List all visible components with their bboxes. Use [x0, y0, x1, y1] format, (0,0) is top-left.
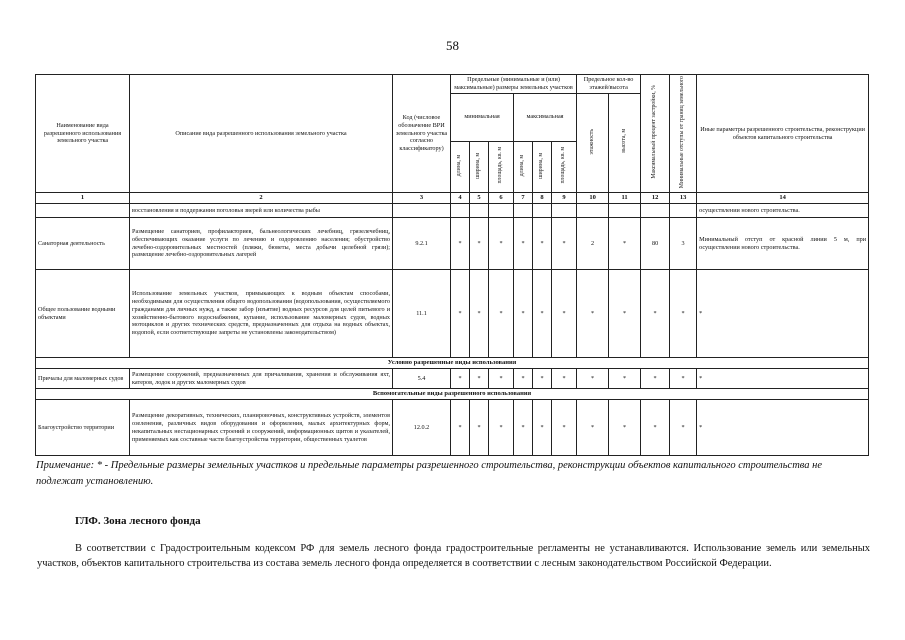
col-num: 1 [36, 193, 130, 204]
header-min: минимальная [451, 93, 514, 142]
row-value: 3 [670, 218, 697, 270]
table-row [36, 270, 869, 358]
row-value [514, 204, 533, 218]
header-row-1 [36, 75, 869, 94]
row-value: * [609, 369, 641, 389]
row-value: * [609, 270, 641, 358]
header-min-setback: Минимальные отступы от границ земельного [670, 75, 697, 193]
row-value: * [489, 369, 514, 389]
row-value: * [552, 270, 577, 358]
row-name: Причалы для маломерных судов [36, 369, 130, 389]
header-min-length: длина, м [451, 142, 470, 193]
header-max-area: площадь, кв. м [552, 142, 577, 193]
main-rows [36, 204, 869, 358]
row-description: Размещение сооружений, предназначенных для причаливания, хранения и обслуживания яхт, катеров, лодок и других маломерных судов [130, 369, 393, 389]
row-code: 11.1 [393, 270, 451, 358]
row-value: * [609, 400, 641, 456]
row-name: Благоустройство территории [36, 400, 130, 456]
section-conditional-row [36, 358, 869, 369]
page-number: 58 [446, 38, 459, 53]
header-max: максимальная [514, 93, 577, 142]
row-description: Размещение декоративных, технических, планировочных, конструктивных устройств, элементов озеленения, различных видов оборудования и оформления, малых архитектурных форм, некапитальных нестационарных строений и сооружений, информационных щитов и указателей, применяемых как составные части благоустройства территории, общественных туалетов [130, 400, 393, 456]
table-note: Примечание: * - Предельные размеры земельных участков и предельные параметры разрешенного строительства, реконструкции объектов капитального строительства не подлежат установлению. [36, 460, 823, 487]
row-name: Санаторная деятельность [36, 218, 130, 270]
row-value: * [577, 369, 609, 389]
row-code: 5.4 [393, 369, 451, 389]
row-value: * [577, 270, 609, 358]
column-numbers-row [36, 193, 869, 204]
header-description: Описание вида разрешенного использования земельного участка [130, 75, 393, 193]
row-value [470, 204, 489, 218]
col-num: 6 [489, 193, 514, 204]
header-max-width: ширина, м [533, 142, 552, 193]
col-num: 4 [451, 193, 470, 204]
header-max-percent: Максимальный процент застройки, % [641, 75, 670, 193]
row-value: * [641, 369, 670, 389]
row-value: * [470, 369, 489, 389]
row-other: Минимальный отступ от красной линии 5 м, при осуществлении нового строительства. [697, 218, 869, 270]
header-storeys: этажность [577, 93, 609, 193]
row-value: * [577, 400, 609, 456]
row-value: * [489, 400, 514, 456]
section-auxiliary: Вспомогательные виды разрешенного использования [36, 389, 869, 400]
row-other: * [697, 270, 869, 358]
row-value: * [514, 270, 533, 358]
header-min-width: ширина, м [470, 142, 489, 193]
row-value: * [670, 400, 697, 456]
regulation-table [35, 74, 869, 456]
row-value: * [552, 369, 577, 389]
row-code [393, 204, 451, 218]
col-num: 5 [470, 193, 489, 204]
row-value [489, 204, 514, 218]
row-value: * [533, 218, 552, 270]
col-num: 11 [609, 193, 641, 204]
col-num: 7 [514, 193, 533, 204]
row-value: * [514, 218, 533, 270]
table-row [36, 369, 869, 389]
row-value: * [641, 400, 670, 456]
col-num: 14 [697, 193, 869, 204]
row-value [533, 204, 552, 218]
col-num: 10 [577, 193, 609, 204]
header-height: высота, м [609, 93, 641, 193]
header-other: Иные параметры разрешенного строительства, реконструкции объектов капитального строительства [697, 75, 869, 193]
row-code: 9.2.1 [393, 218, 451, 270]
row-value: * [670, 369, 697, 389]
row-name: Общее пользование водными объектами [36, 270, 130, 358]
row-value: * [533, 369, 552, 389]
header-code: Код (числовое обозначение ВРИ земельного участка согласно классификатору) [393, 75, 451, 193]
row-value: * [470, 270, 489, 358]
row-description: Использование земельных участков, примыкающих к водным объектам способами, необходимыми для осуществления общего водопользования (водопользования, осуществляемого гражданами для личных нужд, а также забор (изъятие) водных ресурсов для целей питьевого и хозяйственно-бытового водоснабжения, купание, использование маломерных судов, водных мотоциклов и других технических средств, предназначенных для отдыха на водных объектах, водопой, если соответствующие запреты не установлены законодательством) [130, 270, 393, 358]
row-description: Размещение санаториев, профилакториев, бальнеологических лечебниц, грязелечебниц, обеспечивающих оказание услуги по лечению и оздоровлению населения; обустройство лечебно-оздоровительных местностей (пляжи, бюветы, места добычи целебной грязи); размещение лечебно-оздоровительных лагерей [130, 218, 393, 270]
auxiliary-rows [36, 400, 869, 456]
table-row [36, 400, 869, 456]
row-value [641, 204, 670, 218]
row-value: * [489, 218, 514, 270]
col-num: 8 [533, 193, 552, 204]
row-value: * [451, 270, 470, 358]
row-other: * [697, 400, 869, 456]
col-num: 2 [130, 193, 393, 204]
row-value: * [470, 400, 489, 456]
row-value: * [451, 218, 470, 270]
section-conditional: Условно разрешенные виды использования [36, 358, 869, 369]
col-num: 9 [552, 193, 577, 204]
row-value: * [514, 369, 533, 389]
row-value: * [470, 218, 489, 270]
row-value: * [489, 270, 514, 358]
row-other: * [697, 369, 869, 389]
header-limits: Предельные (минимальные и (или) максимальные) размеры земельных участков [451, 75, 577, 94]
row-value: * [641, 270, 670, 358]
row-value [552, 204, 577, 218]
row-description: восстановления и поддержания поголовья зверей или количества рыбы [130, 204, 393, 218]
table-row [36, 218, 869, 270]
zone-title: ГЛФ. Зона лесного фонда [75, 515, 201, 527]
row-value: 2 [577, 218, 609, 270]
row-value [670, 204, 697, 218]
header-name: Наименование вида разрешенного использования земельного участка [36, 75, 130, 193]
header-floors: Предельное кол-во этажей/высота [577, 75, 641, 94]
row-value: * [670, 270, 697, 358]
col-num: 13 [670, 193, 697, 204]
row-value: * [451, 369, 470, 389]
row-value: * [533, 270, 552, 358]
row-value: * [552, 400, 577, 456]
col-num: 12 [641, 193, 670, 204]
section-auxiliary-row [36, 389, 869, 400]
table-row [36, 204, 869, 218]
row-value: * [552, 218, 577, 270]
row-value [451, 204, 470, 218]
header-max-length: длина, м [514, 142, 533, 193]
row-value: * [609, 218, 641, 270]
header-min-area: площадь, кв. м [489, 142, 514, 193]
row-other: осуществлении нового строительства. [697, 204, 869, 218]
conditional-rows [36, 369, 869, 389]
row-value: * [451, 400, 470, 456]
row-value: 80 [641, 218, 670, 270]
row-value: * [514, 400, 533, 456]
col-num: 3 [393, 193, 451, 204]
row-code: 12.0.2 [393, 400, 451, 456]
row-value [577, 204, 609, 218]
row-value [609, 204, 641, 218]
zone-paragraph: В соответствии с Градостроительным кодексом РФ для земель лесного фонда градостроительные регламенты не устанавливаются. Использование земель или земельных участков, объектов капитального строительства из состава земель лесного фонда определяется в соответствии с лесным законодательством Российской Федерации. [37, 543, 870, 569]
row-value: * [533, 400, 552, 456]
row-name [36, 204, 130, 218]
